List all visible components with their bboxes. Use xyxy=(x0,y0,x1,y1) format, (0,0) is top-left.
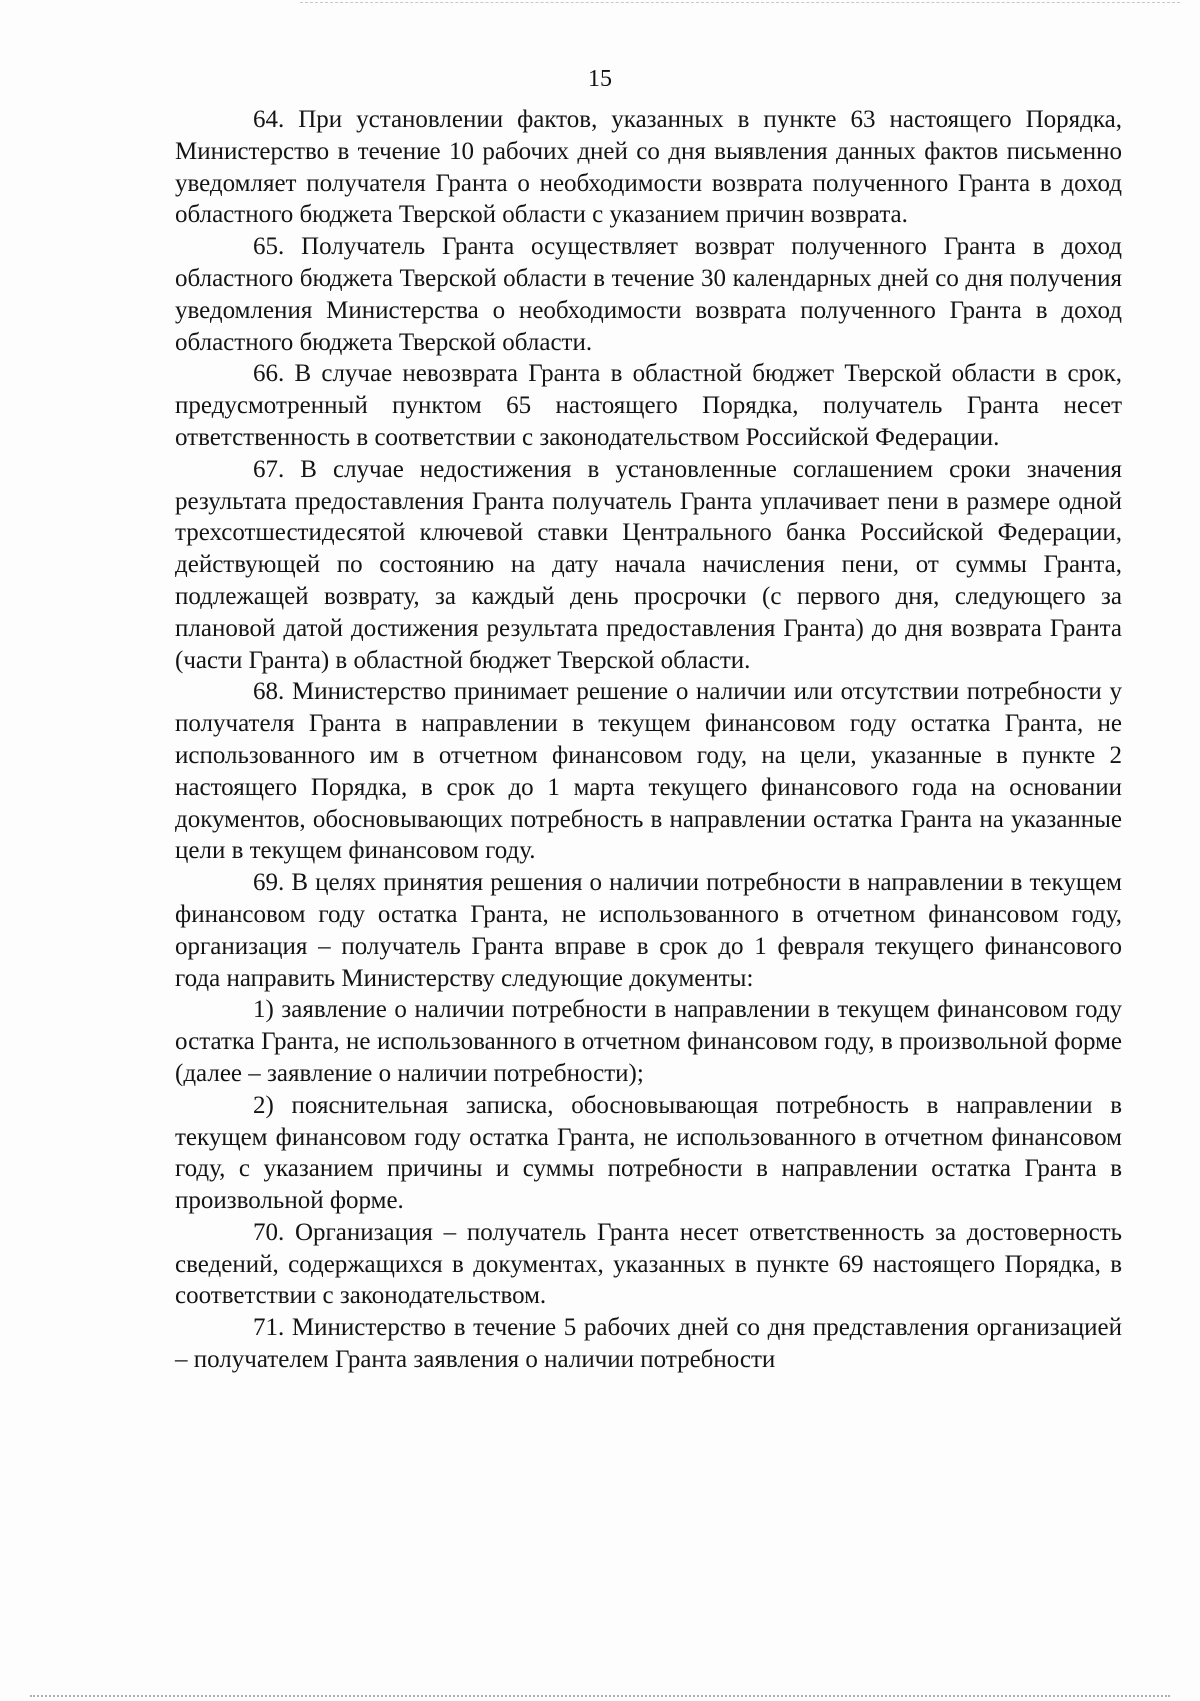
paragraph-68: 68. Министерство принимает решение о наличии или отсутствии потребности у получателя Гранта в направлении в текущем финансовом году остатка Гранта, не использованного им в отчетном финансовом году, на цели, указанные в пункте 2 настоящего Порядка, в срок до 1 марта текущего финансового года на основании документов, обосновывающих потребность в направлении остатка Гранта на указанные цели в текущем финансовом году. xyxy=(175,678,1122,865)
scan-edge-bottom xyxy=(30,1695,1170,1697)
paragraph-71: 71. Министерство в течение 5 рабочих дней со дня представления организацией – получателем Гранта заявления о наличии потребности xyxy=(175,1314,1122,1374)
scan-edge-top xyxy=(300,2,1180,3)
page-number: 15 xyxy=(588,66,612,92)
paragraph-65: 65. Получатель Гранта осуществляет возврат полученного Гранта в доход областного бюджета Тверской области в течение 30 календарных дней со дня получения уведомления Министерства о необходимости возврата полученного Гранта в доход областного бюджета Тверской области. xyxy=(175,233,1122,356)
paragraph-64: 64. При установлении фактов, указанных в пункте 63 настоящего Порядка, Министерство в течение 10 рабочих дней со дня выявления данных фактов письменно уведомляет получателя Гранта о необходимости возврата полученного Гранта в доход областного бюджета Тверской области с указанием причин возврата. xyxy=(175,106,1122,229)
paragraph-70: 70. Организация – получатель Гранта несет ответственность за достоверность сведений, содержащихся в документах, указанных в пункте 69 настоящего Порядка, в соответствии с законодательством. xyxy=(175,1218,1122,1310)
paragraph-69-item-2: 2) пояснительная записка, обосновывающая потребность в направлении в текущем финансовом году остатка Гранта, не использованного в отчетном финансовом году, с указанием причины и суммы потребности в направлении остатка Гранта в произвольной форме. xyxy=(175,1091,1122,1215)
paragraph-67: 67. В случае недостижения в установленные соглашением сроки значения результата предоставления Гранта получатель Гранта уплачивает пени в размере одной трехсотшестидесятой ключевой ставки Центрального банка Российской Федерации, действующей по состоянию на дату начала начисления пени, от суммы Гранта, подлежащей возврату, за каждый день просрочки (с первого дня, следующего за плановой датой достижения результата предоставления Гранта) до дня возврата Гранта (части Гранта) в областной бюджет Тверской области. xyxy=(175,455,1122,674)
document-body xyxy=(175,104,1122,1376)
paragraph-66: 66. В случае невозврата Гранта в областной бюджет Тверской области в срок, предусмотренный пунктом 65 настоящего Порядка, получатель Гранта несет ответственность в соответствии с законодательством Российской Федерации. xyxy=(175,360,1122,451)
paragraph-69-item-1: 1) заявление о наличии потребности в направлении в текущем финансовом году остатка Гранта, не использованного в отчетном финансовом году, в произвольной форме (далее – заявление о наличии потребности); xyxy=(175,996,1122,1087)
paragraph-69: 69. В целях принятия решения о наличии потребности в направлении в текущем финансовом году остатка Гранта, не использованного в отчетном финансовом году, организация – получатель Гранта вправе в срок до 1 февраля текущего финансового года направить Министерству следующие документы: xyxy=(175,869,1122,992)
